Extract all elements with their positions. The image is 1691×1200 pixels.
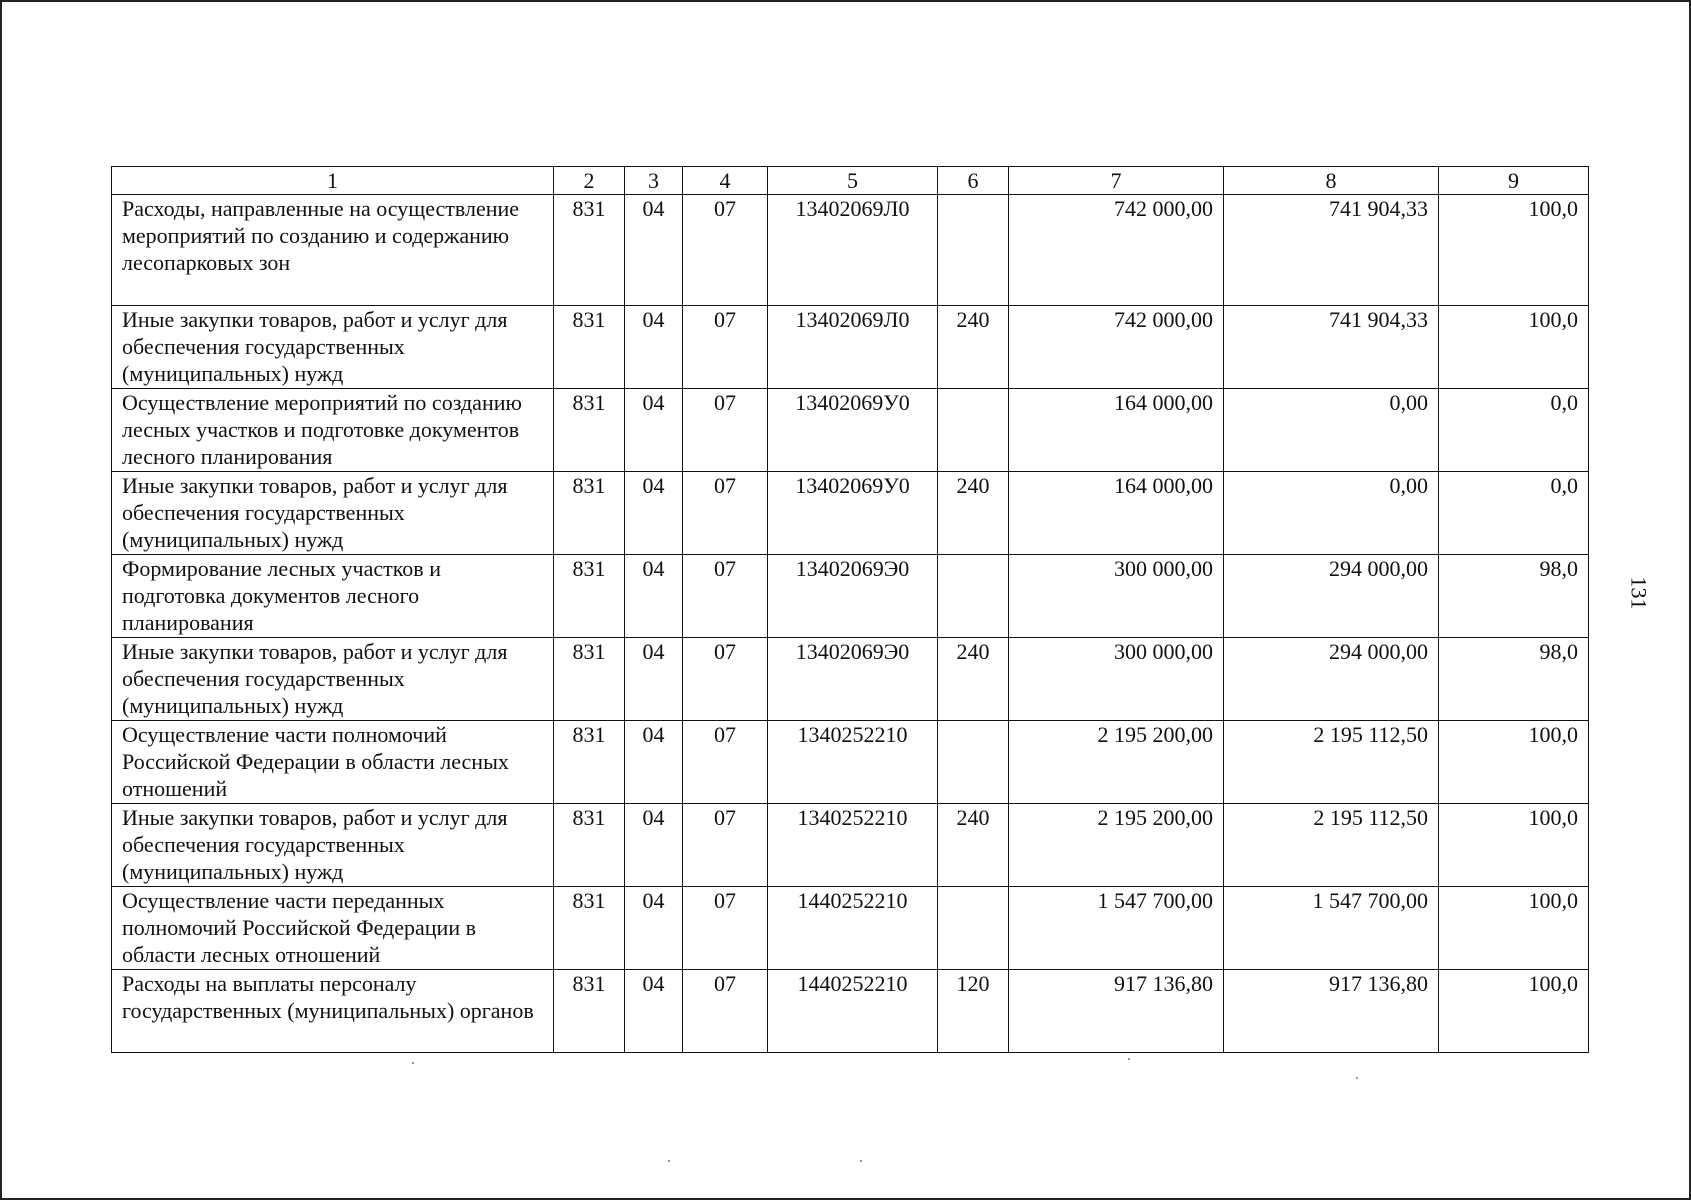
expense-type-code: 240 <box>938 638 1009 721</box>
subsection-code: 07 <box>683 638 768 721</box>
section-code: 04 <box>625 195 683 306</box>
expense-type-code <box>938 389 1009 472</box>
executed-amount: 741 904,33 <box>1224 306 1439 389</box>
expense-type-code <box>938 721 1009 804</box>
execution-percent: 0,0 <box>1439 472 1589 555</box>
column-header: 3 <box>625 167 683 195</box>
target-article-code: 13402069Э0 <box>768 638 938 721</box>
expense-type-code <box>938 887 1009 970</box>
section-code: 04 <box>625 804 683 887</box>
target-article-code: 1340252210 <box>768 804 938 887</box>
subsection-code: 07 <box>683 804 768 887</box>
section-code: 04 <box>625 970 683 1053</box>
table-row <box>112 970 1589 1053</box>
execution-percent: 100,0 <box>1439 804 1589 887</box>
planned-amount: 300 000,00 <box>1009 638 1224 721</box>
admin-code: 831 <box>554 472 625 555</box>
planned-amount: 742 000,00 <box>1009 306 1224 389</box>
planned-amount: 1 547 700,00 <box>1009 887 1224 970</box>
subsection-code: 07 <box>683 389 768 472</box>
admin-code: 831 <box>554 887 625 970</box>
table-row <box>112 472 1589 555</box>
target-article-code: 1440252210 <box>768 887 938 970</box>
executed-amount: 917 136,80 <box>1224 970 1439 1053</box>
expense-name: Иные закупки товаров, работ и услуг для обеспечения государственных (муниципальных) нужд <box>112 306 554 389</box>
expense-type-code <box>938 555 1009 638</box>
planned-amount: 2 195 200,00 <box>1009 804 1224 887</box>
planned-amount: 300 000,00 <box>1009 555 1224 638</box>
executed-amount: 2 195 112,50 <box>1224 804 1439 887</box>
expense-type-code: 120 <box>938 970 1009 1053</box>
expense-name: Иные закупки товаров, работ и услуг для обеспечения государственных (муниципальных) нужд <box>112 804 554 887</box>
scan-speck <box>1128 1058 1130 1060</box>
subsection-code: 07 <box>683 195 768 306</box>
executed-amount: 1 547 700,00 <box>1224 887 1439 970</box>
section-code: 04 <box>625 555 683 638</box>
subsection-code: 07 <box>683 721 768 804</box>
executed-amount: 0,00 <box>1224 472 1439 555</box>
expense-name: Расходы, направленные на осуществление мероприятий по созданию и содержанию лесопарковых зон <box>112 195 554 306</box>
scan-speck <box>860 1160 862 1162</box>
target-article-code: 1440252210 <box>768 970 938 1053</box>
target-article-code: 13402069Л0 <box>768 306 938 389</box>
admin-code: 831 <box>554 721 625 804</box>
scan-speck <box>412 1062 414 1064</box>
executed-amount: 0,00 <box>1224 389 1439 472</box>
expense-name: Формирование лесных участков и подготовка документов лесного планирования <box>112 555 554 638</box>
expense-name: Иные закупки товаров, работ и услуг для обеспечения государственных (муниципальных) нужд <box>112 472 554 555</box>
section-code: 04 <box>625 887 683 970</box>
expense-name: Осуществление части переданных полномочий Российской Федерации в области лесных отношений <box>112 887 554 970</box>
column-header: 6 <box>938 167 1009 195</box>
admin-code: 831 <box>554 389 625 472</box>
executed-amount: 294 000,00 <box>1224 638 1439 721</box>
expense-type-code: 240 <box>938 804 1009 887</box>
expense-name: Расходы на выплаты персоналу государственных (муниципальных) органов <box>112 970 554 1053</box>
subsection-code: 07 <box>683 472 768 555</box>
section-code: 04 <box>625 306 683 389</box>
execution-percent: 98,0 <box>1439 555 1589 638</box>
execution-percent: 0,0 <box>1439 389 1589 472</box>
execution-percent: 100,0 <box>1439 721 1589 804</box>
admin-code: 831 <box>554 195 625 306</box>
target-article-code: 13402069У0 <box>768 389 938 472</box>
scan-speck <box>668 1160 670 1162</box>
target-article-code: 13402069Л0 <box>768 195 938 306</box>
subsection-code: 07 <box>683 970 768 1053</box>
subsection-code: 07 <box>683 306 768 389</box>
section-code: 04 <box>625 638 683 721</box>
admin-code: 831 <box>554 555 625 638</box>
planned-amount: 917 136,80 <box>1009 970 1224 1053</box>
table-row <box>112 887 1589 970</box>
table-row <box>112 555 1589 638</box>
target-article-code: 13402069У0 <box>768 472 938 555</box>
execution-percent: 100,0 <box>1439 887 1589 970</box>
budget-table <box>111 166 1589 1053</box>
table-row <box>112 721 1589 804</box>
column-header: 9 <box>1439 167 1589 195</box>
admin-code: 831 <box>554 804 625 887</box>
executed-amount: 2 195 112,50 <box>1224 721 1439 804</box>
column-header: 2 <box>554 167 625 195</box>
execution-percent: 100,0 <box>1439 306 1589 389</box>
column-header: 7 <box>1009 167 1224 195</box>
expense-name: Иные закупки товаров, работ и услуг для обеспечения государственных (муниципальных) нужд <box>112 638 554 721</box>
subsection-code: 07 <box>683 555 768 638</box>
execution-percent: 98,0 <box>1439 638 1589 721</box>
planned-amount: 2 195 200,00 <box>1009 721 1224 804</box>
expense-type-code: 240 <box>938 306 1009 389</box>
expense-type-code <box>938 195 1009 306</box>
section-code: 04 <box>625 472 683 555</box>
admin-code: 831 <box>554 638 625 721</box>
execution-percent: 100,0 <box>1439 195 1589 306</box>
subsection-code: 07 <box>683 887 768 970</box>
column-header: 5 <box>768 167 938 195</box>
section-code: 04 <box>625 389 683 472</box>
executed-amount: 294 000,00 <box>1224 555 1439 638</box>
header-row <box>112 167 1589 195</box>
planned-amount: 164 000,00 <box>1009 472 1224 555</box>
section-code: 04 <box>625 721 683 804</box>
column-header: 1 <box>112 167 554 195</box>
table-row <box>112 804 1589 887</box>
admin-code: 831 <box>554 306 625 389</box>
planned-amount: 742 000,00 <box>1009 195 1224 306</box>
planned-amount: 164 000,00 <box>1009 389 1224 472</box>
expense-name: Осуществление части полномочий Российской Федерации в области лесных отношений <box>112 721 554 804</box>
page-number: 131 <box>1626 576 1652 610</box>
expense-type-code: 240 <box>938 472 1009 555</box>
scan-speck <box>1356 1077 1358 1079</box>
table-row <box>112 195 1589 306</box>
target-article-code: 1340252210 <box>768 721 938 804</box>
table-row <box>112 389 1589 472</box>
target-article-code: 13402069Э0 <box>768 555 938 638</box>
column-header: 4 <box>683 167 768 195</box>
executed-amount: 741 904,33 <box>1224 195 1439 306</box>
column-header: 8 <box>1224 167 1439 195</box>
admin-code: 831 <box>554 970 625 1053</box>
table-row <box>112 306 1589 389</box>
execution-percent: 100,0 <box>1439 970 1589 1053</box>
table-row <box>112 638 1589 721</box>
expense-name: Осуществление мероприятий по созданию лесных участков и подготовке документов лесного планирования <box>112 389 554 472</box>
